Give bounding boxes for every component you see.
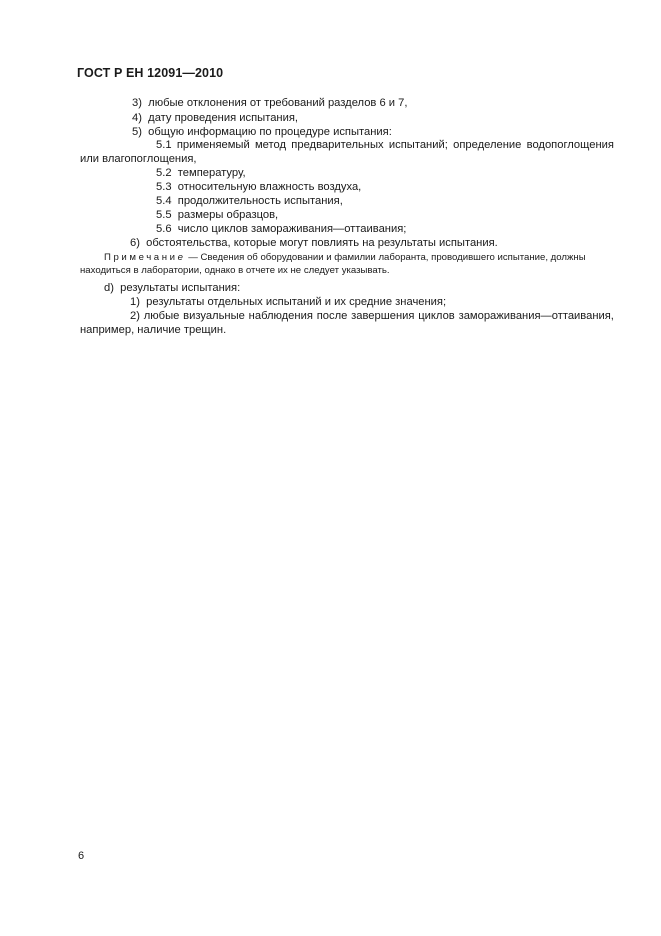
item-text: результаты отдельных испытаний и их средние значения; (146, 296, 447, 308)
word: наблюдения (248, 310, 313, 322)
section-d-heading (104, 281, 240, 295)
subitem-5-1 (80, 138, 614, 166)
subitem-number: 5.5 (156, 209, 172, 221)
item-number: 3) (132, 97, 142, 109)
list-item (156, 180, 361, 194)
word: применяемый (176, 139, 250, 151)
list-item (156, 208, 278, 222)
list-item (130, 295, 446, 309)
item-number: 5) (132, 126, 142, 138)
word: водопоглощения (526, 139, 614, 151)
page-number: 6 (78, 850, 85, 862)
list-item (156, 222, 406, 236)
list-item (156, 194, 343, 208)
note (80, 251, 614, 277)
subitem-number: 5.6 (156, 223, 172, 235)
section-d-item-2 (80, 309, 614, 337)
subitem-text: продолжительность испытания, (177, 195, 343, 207)
word: визуальные (183, 310, 245, 322)
list-item (132, 111, 298, 125)
item-text: общую информацию по процедуре испытания: (148, 126, 392, 138)
list-item (156, 166, 246, 180)
note-text: — Сведения об оборудовании и фамилии лаборанта, проводившего испытание, должны (185, 252, 586, 263)
item-text: любые отклонения от требований разделов 6 и 7, (148, 97, 408, 109)
subitem-text: размеры образцов, (177, 209, 279, 221)
subitem-text: число циклов замораживания—оттаивания; (177, 223, 407, 235)
word: предварительных (291, 139, 384, 151)
word: определение (453, 139, 522, 151)
subitem-number: 5.3 (156, 181, 172, 193)
word: после (316, 310, 348, 322)
item-number: 4) (132, 112, 142, 124)
list-item (132, 125, 392, 139)
document-header: ГОСТ Р ЕН 12091—2010 (77, 66, 224, 80)
list-item (130, 236, 498, 250)
word: замораживания—оттаивания, (458, 310, 614, 322)
word: метод (254, 139, 287, 151)
note-text-continuation: находиться в лаборатории, однако в отчете их не следует указывать. (80, 265, 390, 276)
item-text: обстоятельства, которые могут повлиять на результаты испытания. (146, 237, 498, 249)
subitem-number: 5.1 (156, 139, 172, 151)
word: любые (143, 310, 180, 322)
item-number: 2) (130, 310, 140, 322)
section-label: d) (104, 282, 114, 294)
section-title: результаты испытания: (120, 282, 241, 294)
word: завершения (351, 310, 415, 322)
subitem-text: температуру, (177, 167, 246, 179)
subitem-number: 5.2 (156, 167, 172, 179)
item-number: 6) (130, 237, 140, 249)
note-label: Примечани (104, 252, 178, 263)
note-label-italic: е (177, 252, 186, 263)
subitem-continuation: или влагопоглощения, (80, 153, 197, 165)
word: циклов (418, 310, 455, 322)
list-item (132, 96, 408, 110)
word: испытаний; (388, 139, 448, 151)
subitem-number: 5.4 (156, 195, 172, 207)
item-number: 1) (130, 296, 140, 308)
item-continuation: например, наличие трещин. (80, 324, 227, 336)
item-text: дату проведения испытания, (148, 112, 299, 124)
subitem-text: относительную влажность воздуха, (177, 181, 362, 193)
